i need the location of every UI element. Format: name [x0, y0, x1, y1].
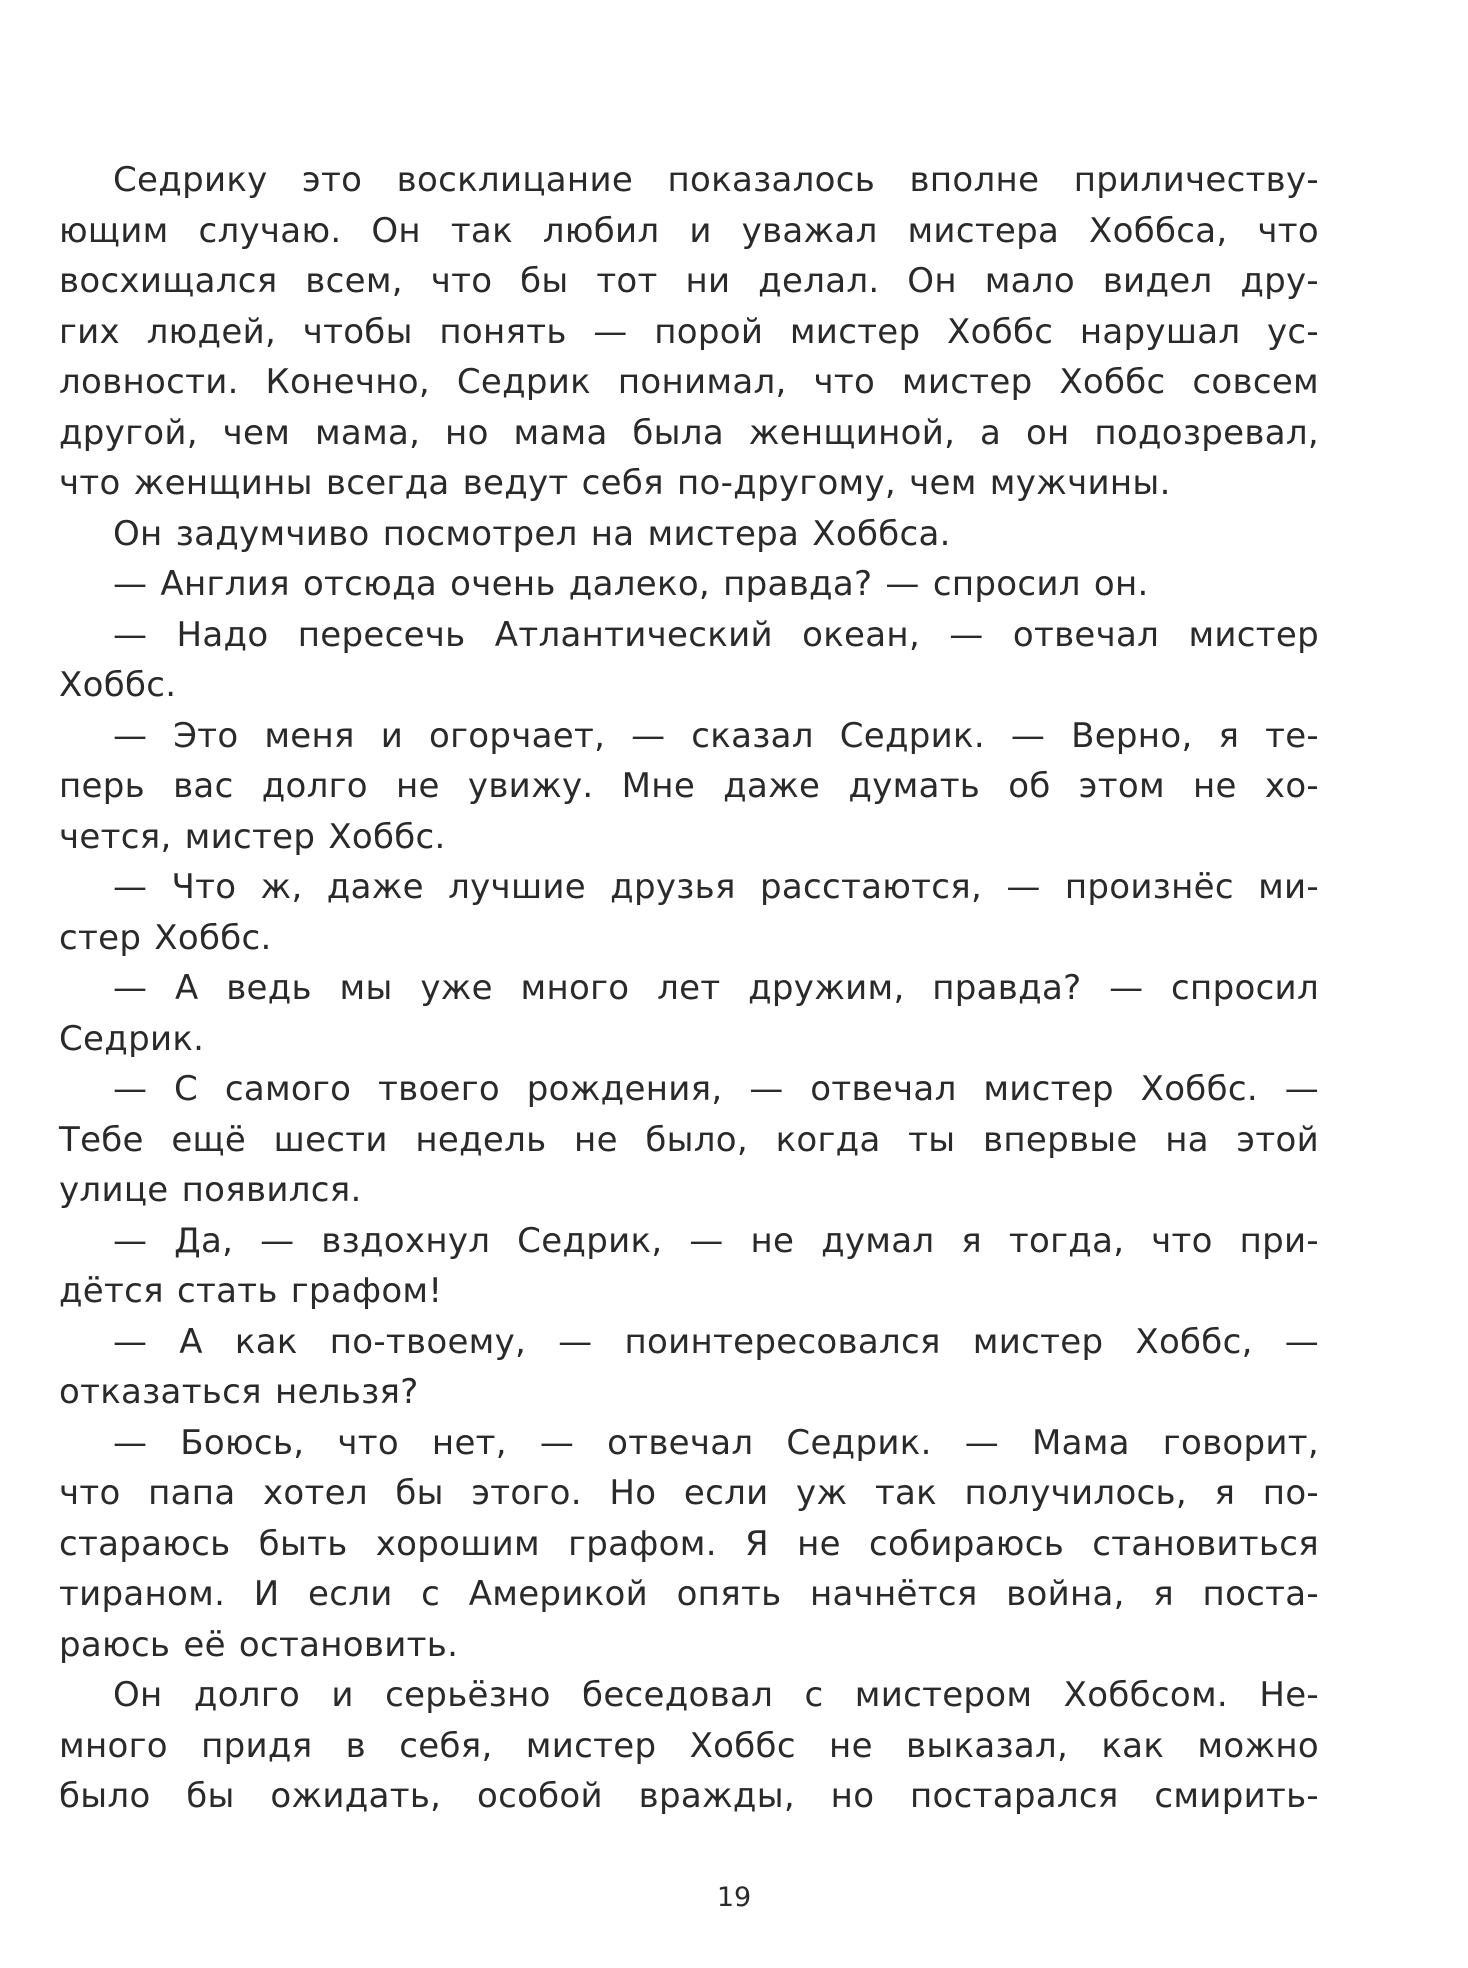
- text-line: ющим случаю. Он так любил и уважал мистера Хоббса, что: [59, 210, 1319, 251]
- text-line: — Да, — вздохнул Седрик, — не думал я тогда, что при-: [113, 1220, 1319, 1261]
- text-line: дётся стать графом!: [59, 1271, 443, 1311]
- text-line: Седрик.: [59, 1018, 205, 1059]
- text-line: Он задумчиво посмотрел на мистера Хоббса.: [113, 513, 951, 554]
- text-line: — Что ж, даже лучшие друзья расстаются, — произнёс ми-: [113, 867, 1319, 907]
- text-line: — А как по-твоему, — поинтересовался мистер Хоббс, —: [113, 1321, 1319, 1362]
- text-line: Седрику это восклицание показалось вполне приличеству-: [113, 160, 1319, 200]
- text-line: — С самого твоего рождения, — отвечал мистер Хоббс. —: [113, 1069, 1319, 1109]
- text-line: другой, чем мама, но мама была женщиной, а он подозревал,: [59, 412, 1319, 453]
- text-line: стер Хоббс.: [59, 917, 272, 958]
- text-line: Он долго и серьёзно беседовал с мистером Хоббсом. Не-: [113, 1675, 1319, 1715]
- text-line: тираном. И если с Америкой опять начнётся война, я поста-: [59, 1574, 1319, 1614]
- text-line: перь вас долго не увижу. Мне даже думать об этом не хо-: [59, 766, 1319, 806]
- text-line: что женщины всегда ведут себя по-другому, чем мужчины.: [59, 463, 1171, 503]
- text-line: — Надо пересечь Атлантический океан, — отвечал мистер: [113, 614, 1319, 655]
- text-line: — Это меня и огорчает, — сказал Седрик. — Верно, я те-: [113, 715, 1319, 756]
- text-line: было бы ожидать, особой вражды, но постарался смирить-: [59, 1776, 1319, 1816]
- text-line: — Англия отсюда очень далеко, правда? — спросил он.: [113, 564, 1149, 604]
- text-line: гих людей, чтобы понять — порой мистер Хоббс нарушал ус-: [59, 311, 1319, 352]
- text-line: стараюсь быть хорошим графом. Я не собираюсь становиться: [59, 1523, 1319, 1564]
- body-text: [59, 155, 1319, 1822]
- text-line: улице появился.: [59, 1170, 362, 1210]
- text-line: Хоббс.: [59, 665, 177, 705]
- text-line: раюсь её остановить.: [59, 1624, 459, 1665]
- text-line: Тебе ещё шести недель не было, когда ты впервые на этой: [59, 1119, 1319, 1160]
- text-line: восхищался всем, что бы тот ни делал. Он мало видел дру-: [59, 261, 1319, 301]
- page-number: 19: [716, 1882, 752, 1913]
- text-line: много придя в себя, мистер Хоббс не выказал, как можно: [59, 1725, 1319, 1766]
- text-line: ловности. Конечно, Седрик понимал, что мистер Хоббс совсем: [59, 362, 1319, 402]
- text-line: — А ведь мы уже много лет дружим, правда? — спросил: [113, 968, 1319, 1008]
- text-line: чется, мистер Хоббс.: [59, 816, 446, 857]
- text-line: отказаться нельзя?: [59, 1372, 419, 1412]
- text-line: — Боюсь, что нет, — отвечал Седрик. — Мама говорит,: [113, 1422, 1319, 1463]
- text-line: что папа хотел бы этого. Но если уж так получилось, я по-: [59, 1473, 1319, 1513]
